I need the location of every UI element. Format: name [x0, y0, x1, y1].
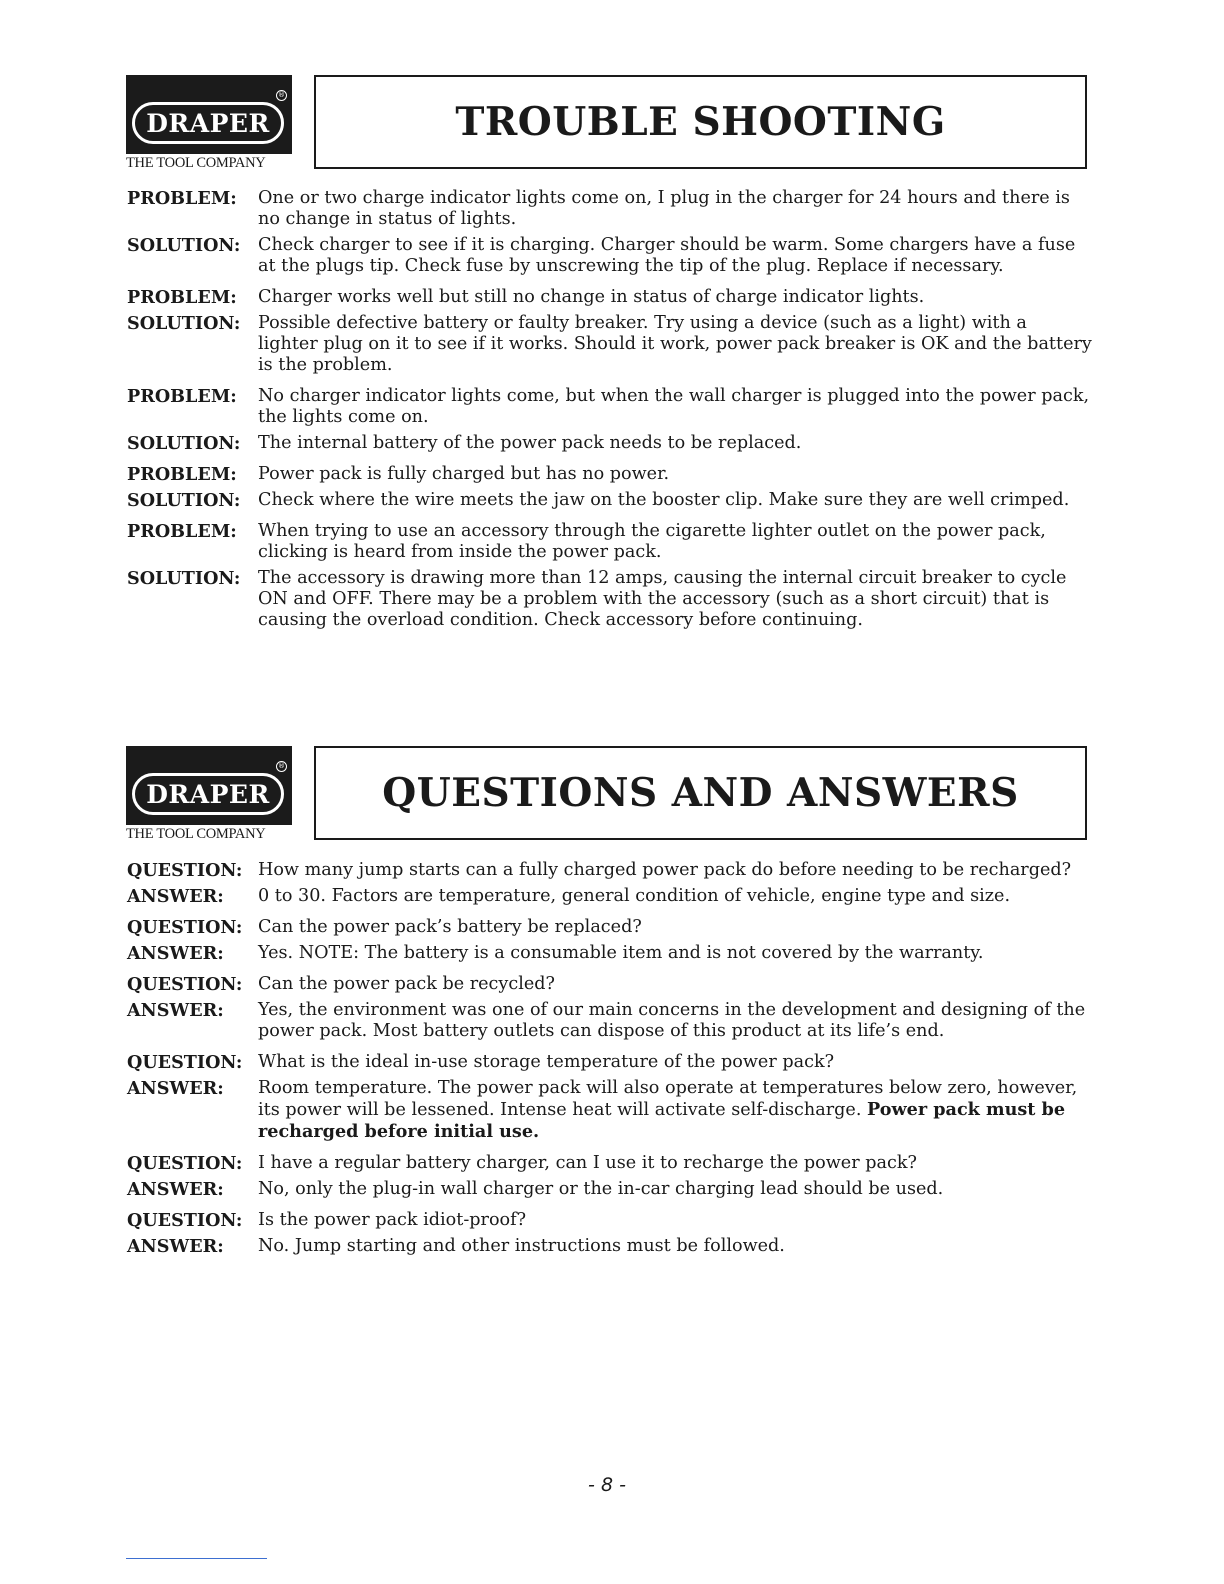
- entry-text: [258, 1078, 1092, 1143]
- registered-mark-icon: ®: [278, 91, 285, 99]
- footer-rule: [126, 1558, 267, 1559]
- entry-text: [258, 464, 1092, 485]
- entry-body: Yes. NOTE: The battery is a consumable item and is not covered by the warranty.: [258, 943, 984, 963]
- entry-label: PROBLEM:: [127, 188, 237, 209]
- entry-body: Check where the wire meets the jaw on the booster clip. Make sure they are well crimped.: [258, 490, 1070, 510]
- entry-text: [258, 433, 1092, 454]
- entry-text: [258, 490, 1092, 511]
- entry-label: ANSWER:: [127, 886, 224, 907]
- entry-body: When trying to use an accessory through the cigarette lighter outlet on the power pack, clicking is heard from inside the power pack.: [258, 521, 1046, 562]
- draper-logo: [126, 75, 292, 171]
- title-box: [314, 75, 1087, 169]
- entry-text: [258, 1236, 1092, 1257]
- entry-text: [258, 860, 1092, 881]
- entry-label: ANSWER:: [127, 1000, 224, 1021]
- entry-text: [258, 386, 1092, 428]
- logo-wordmark: DRAPER: [132, 102, 284, 144]
- entry-text: [258, 1153, 1092, 1174]
- entry-text: [258, 917, 1092, 938]
- answer-entry: [127, 886, 1092, 907]
- logo-block: [126, 746, 292, 825]
- title-box: [314, 746, 1087, 840]
- entry-label: QUESTION:: [127, 1052, 243, 1073]
- entry-body: No. Jump starting and other instructions must be followed.: [258, 1236, 785, 1256]
- qa-header: [126, 746, 1087, 842]
- qa-list: [127, 860, 1092, 1257]
- solution-entry: [127, 490, 1092, 511]
- logo-tagline: THE TOOL COMPANY: [126, 155, 266, 171]
- troubleshooting-list: [127, 188, 1092, 631]
- section-title: QUESTIONS AND ANSWERS: [382, 770, 1019, 816]
- problem-entry: [127, 287, 1092, 308]
- entry-label: QUESTION:: [127, 1153, 243, 1174]
- entry-text: [258, 1210, 1092, 1231]
- entry-body: Check charger to see if it is charging. Charger should be warm. Some chargers have a fuse at the plugs tip. Check fuse by unscrewing the tip of the plug. Replace if necessary.: [258, 235, 1076, 276]
- entry-body: 0 to 30. Factors are temperature, general condition of vehicle, engine type and size.: [258, 886, 1011, 906]
- entry-text: [258, 313, 1092, 376]
- answer-entry: [127, 1000, 1092, 1042]
- logo-block: [126, 75, 292, 154]
- entry-label: PROBLEM:: [127, 386, 237, 407]
- entry-text: [258, 235, 1092, 277]
- entry-text: [258, 188, 1092, 230]
- entry-label: SOLUTION:: [127, 433, 241, 454]
- entry-body: Charger works well but still no change in status of charge indicator lights.: [258, 287, 925, 307]
- logo-wordmark: DRAPER: [132, 773, 284, 815]
- entry-body: The accessory is drawing more than 12 amps, causing the internal circuit breaker to cycle ON and OFF. There may be a problem with the accessory (such as a short circuit) that is causing the overload condition. Check accessory before continuing.: [258, 568, 1067, 630]
- page-number: - 8 -: [588, 1474, 626, 1496]
- entry-label: PROBLEM:: [127, 464, 237, 485]
- entry-label: PROBLEM:: [127, 521, 237, 542]
- problem-entry: [127, 188, 1092, 230]
- entry-label: SOLUTION:: [127, 568, 241, 589]
- question-entry: [127, 1052, 1092, 1073]
- section-title: TROUBLE SHOOTING: [455, 99, 946, 145]
- entry-emphasis: Power pack must be recharged before initial use.: [258, 1099, 1066, 1142]
- logo-tagline: THE TOOL COMPANY: [126, 826, 266, 842]
- entry-body: One or two charge indicator lights come on, I plug in the charger for 24 hours and there is no change in status of lights.: [258, 188, 1070, 229]
- solution-entry: [127, 235, 1092, 277]
- entry-label: SOLUTION:: [127, 313, 241, 334]
- entry-label: ANSWER:: [127, 1179, 224, 1200]
- entry-body: Room temperature. The power pack will also operate at temperatures below zero, however, its power will be lessened. Intense heat will activate self-discharge.: [258, 1078, 1078, 1120]
- entry-label: SOLUTION:: [127, 235, 241, 256]
- answer-entry: [127, 943, 1092, 964]
- question-entry: [127, 1210, 1092, 1231]
- entry-label: PROBLEM:: [127, 287, 237, 308]
- entry-text: [258, 521, 1092, 563]
- entry-label: SOLUTION:: [127, 490, 241, 511]
- entry-body: Possible defective battery or faulty breaker. Try using a device (such as a light) with a lighter plug on it to see if it works. Should it work, power pack breaker is OK and the battery is the problem.: [258, 313, 1092, 375]
- entry-label: ANSWER:: [127, 1078, 224, 1099]
- problem-entry: [127, 521, 1092, 563]
- draper-logo: [126, 746, 292, 842]
- question-entry: [127, 917, 1092, 938]
- problem-entry: [127, 386, 1092, 428]
- entry-text: [258, 568, 1092, 631]
- entry-body: Can the power pack’s battery be replaced?: [258, 917, 642, 937]
- entry-label: ANSWER:: [127, 943, 224, 964]
- entry-text: [258, 287, 1092, 308]
- entry-body: Can the power pack be recycled?: [258, 974, 555, 994]
- entry-text: [258, 1000, 1092, 1042]
- question-entry: [127, 860, 1092, 881]
- entry-body: Power pack is fully charged but has no power.: [258, 464, 670, 484]
- entry-text: [258, 1052, 1092, 1073]
- registered-mark-icon: ®: [278, 762, 285, 770]
- entry-text: [258, 886, 1092, 907]
- entry-label: QUESTION:: [127, 917, 243, 938]
- entry-body: No, only the plug-in wall charger or the in-car charging lead should be used.: [258, 1179, 944, 1199]
- entry-label: QUESTION:: [127, 1210, 243, 1231]
- answer-entry: [127, 1078, 1092, 1143]
- entry-body: What is the ideal in-use storage temperature of the power pack?: [258, 1052, 835, 1072]
- answer-entry: [127, 1236, 1092, 1257]
- solution-entry: [127, 568, 1092, 631]
- entry-label: ANSWER:: [127, 1236, 224, 1257]
- entry-body: Yes, the environment was one of our main concerns in the development and designing of the power pack. Most battery outlets can dispose of this product at its life’s end.: [258, 1000, 1086, 1041]
- entry-label: QUESTION:: [127, 974, 243, 995]
- solution-entry: [127, 433, 1092, 454]
- entry-text: [258, 1179, 1092, 1200]
- entry-body: How many jump starts can a fully charged power pack do before needing to be recharged?: [258, 860, 1072, 880]
- entry-body: The internal battery of the power pack needs to be replaced.: [258, 433, 802, 453]
- entry-text: [258, 974, 1092, 995]
- answer-entry: [127, 1179, 1092, 1200]
- question-entry: [127, 974, 1092, 995]
- entry-body: I have a regular battery charger, can I use it to recharge the power pack?: [258, 1153, 917, 1173]
- entry-body: Is the power pack idiot-proof?: [258, 1210, 527, 1230]
- entry-body: No charger indicator lights come, but when the wall charger is plugged into the power pack, the lights come on.: [258, 386, 1090, 427]
- entry-label: QUESTION:: [127, 860, 243, 881]
- entry-text: [258, 943, 1092, 964]
- problem-entry: [127, 464, 1092, 485]
- question-entry: [127, 1153, 1092, 1174]
- troubleshooting-header: [126, 75, 1087, 171]
- solution-entry: [127, 313, 1092, 376]
